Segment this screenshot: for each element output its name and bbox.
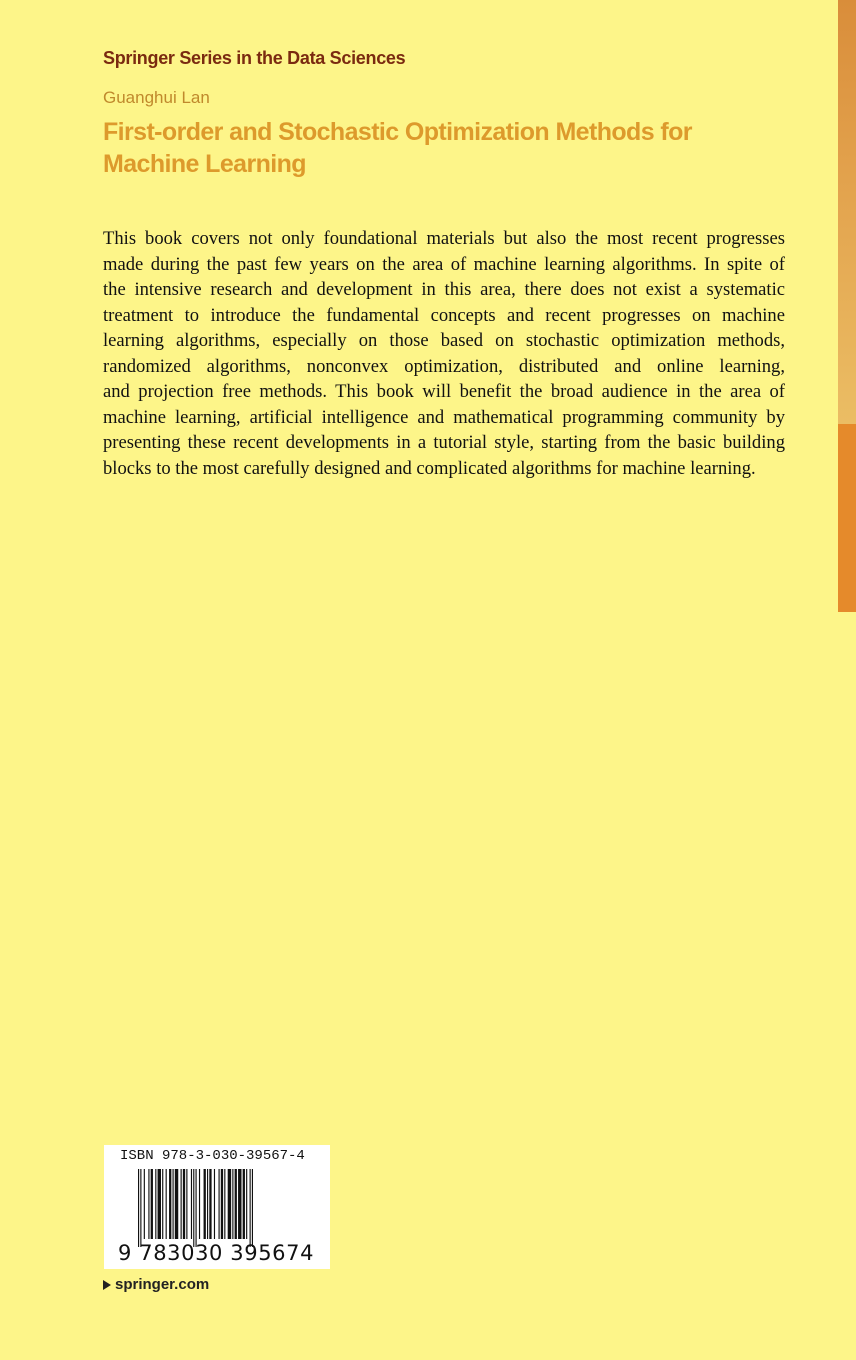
barcode-bar: [162, 1169, 163, 1239]
barcode-bar: [224, 1169, 225, 1239]
barcode-bar: [196, 1169, 197, 1247]
description-line: randomized algorithms, nonconvex optimization, distributed and online learning,: [103, 355, 785, 377]
barcode-bar: [219, 1169, 220, 1239]
barcode-bar: [207, 1169, 208, 1239]
book-title: [103, 116, 743, 180]
barcode-bar: [151, 1169, 153, 1239]
barcode-bar: [204, 1169, 206, 1239]
description-line: treatment to introduce the fundamental concepts and recent progresses on machine: [103, 304, 785, 326]
barcode-bar: [252, 1169, 253, 1247]
title-line: Machine Learning: [103, 150, 306, 178]
barcode-bar: [243, 1169, 245, 1239]
website-text: springer.com: [115, 1276, 210, 1293]
isbn-label: ISBN 978-3-030-39567-4: [120, 1148, 305, 1164]
barcode-bar: [175, 1169, 178, 1239]
arrow-right-icon: [103, 1280, 111, 1290]
barcode-bar: [144, 1169, 145, 1239]
description-line: blocks to the most carefully designed and complicated algorithms for machine learning.: [103, 457, 756, 479]
barcode-bar: [191, 1169, 192, 1239]
barcode-bar: [140, 1169, 141, 1247]
barcode-bar: [155, 1169, 156, 1239]
barcode-digits: 9 783030 395674: [118, 1241, 315, 1265]
barcode-bar: [173, 1169, 174, 1239]
barcode-bar: [250, 1169, 251, 1247]
author-name: Guanghui Lan: [103, 88, 210, 107]
spine-orange-block: [838, 424, 856, 612]
book-description: [103, 226, 785, 481]
barcode-bar: [221, 1169, 223, 1239]
barcode-bar: [209, 1169, 211, 1239]
description-line: and projection free methods. This book will benefit the broad audience in the area of: [103, 381, 785, 402]
description-line: made during the past few years on the area of machine learning algorithms. In spite of: [103, 253, 785, 275]
barcode-bar: [181, 1169, 182, 1239]
website-link[interactable]: [103, 1276, 209, 1293]
description-line: the intensive research and development in this area, there does not exist a systematic: [103, 279, 785, 300]
barcode-bar: [183, 1169, 185, 1239]
description-line: learning algorithms, especially on those based on stochastic optimization methods,: [103, 330, 785, 351]
barcode-bar: [158, 1169, 161, 1239]
barcode-bar: [235, 1169, 237, 1239]
title-line: First-order and Stochastic Optimization Methods for: [103, 118, 692, 146]
barcode-bar: [138, 1169, 139, 1247]
description-line: This book covers not only foundational materials but also the most recent progresses: [103, 228, 785, 249]
barcode-bar: [148, 1169, 149, 1239]
barcode-bar: [214, 1169, 215, 1239]
barcode-bar: [232, 1169, 233, 1239]
description-line: presenting these recent developments in a tutorial style, starting from the basic building: [103, 432, 785, 453]
barcode-bar: [238, 1169, 241, 1239]
series-name: Springer Series in the Data Sciences: [103, 48, 406, 68]
barcode-bar: [193, 1169, 194, 1247]
spine-edge: [838, 0, 856, 1360]
barcode-bar: [169, 1169, 171, 1239]
barcode-bar: [228, 1169, 231, 1239]
barcode-bar: [186, 1169, 187, 1239]
barcode: [104, 1145, 330, 1269]
spine-gradient: [838, 0, 856, 424]
barcode-bar: [166, 1169, 167, 1239]
barcode-bars: [138, 1169, 308, 1247]
description-line: machine learning, artificial intelligence and mathematical programming community by: [103, 406, 785, 428]
barcode-bar: [246, 1169, 247, 1239]
barcode-bar: [199, 1169, 200, 1239]
